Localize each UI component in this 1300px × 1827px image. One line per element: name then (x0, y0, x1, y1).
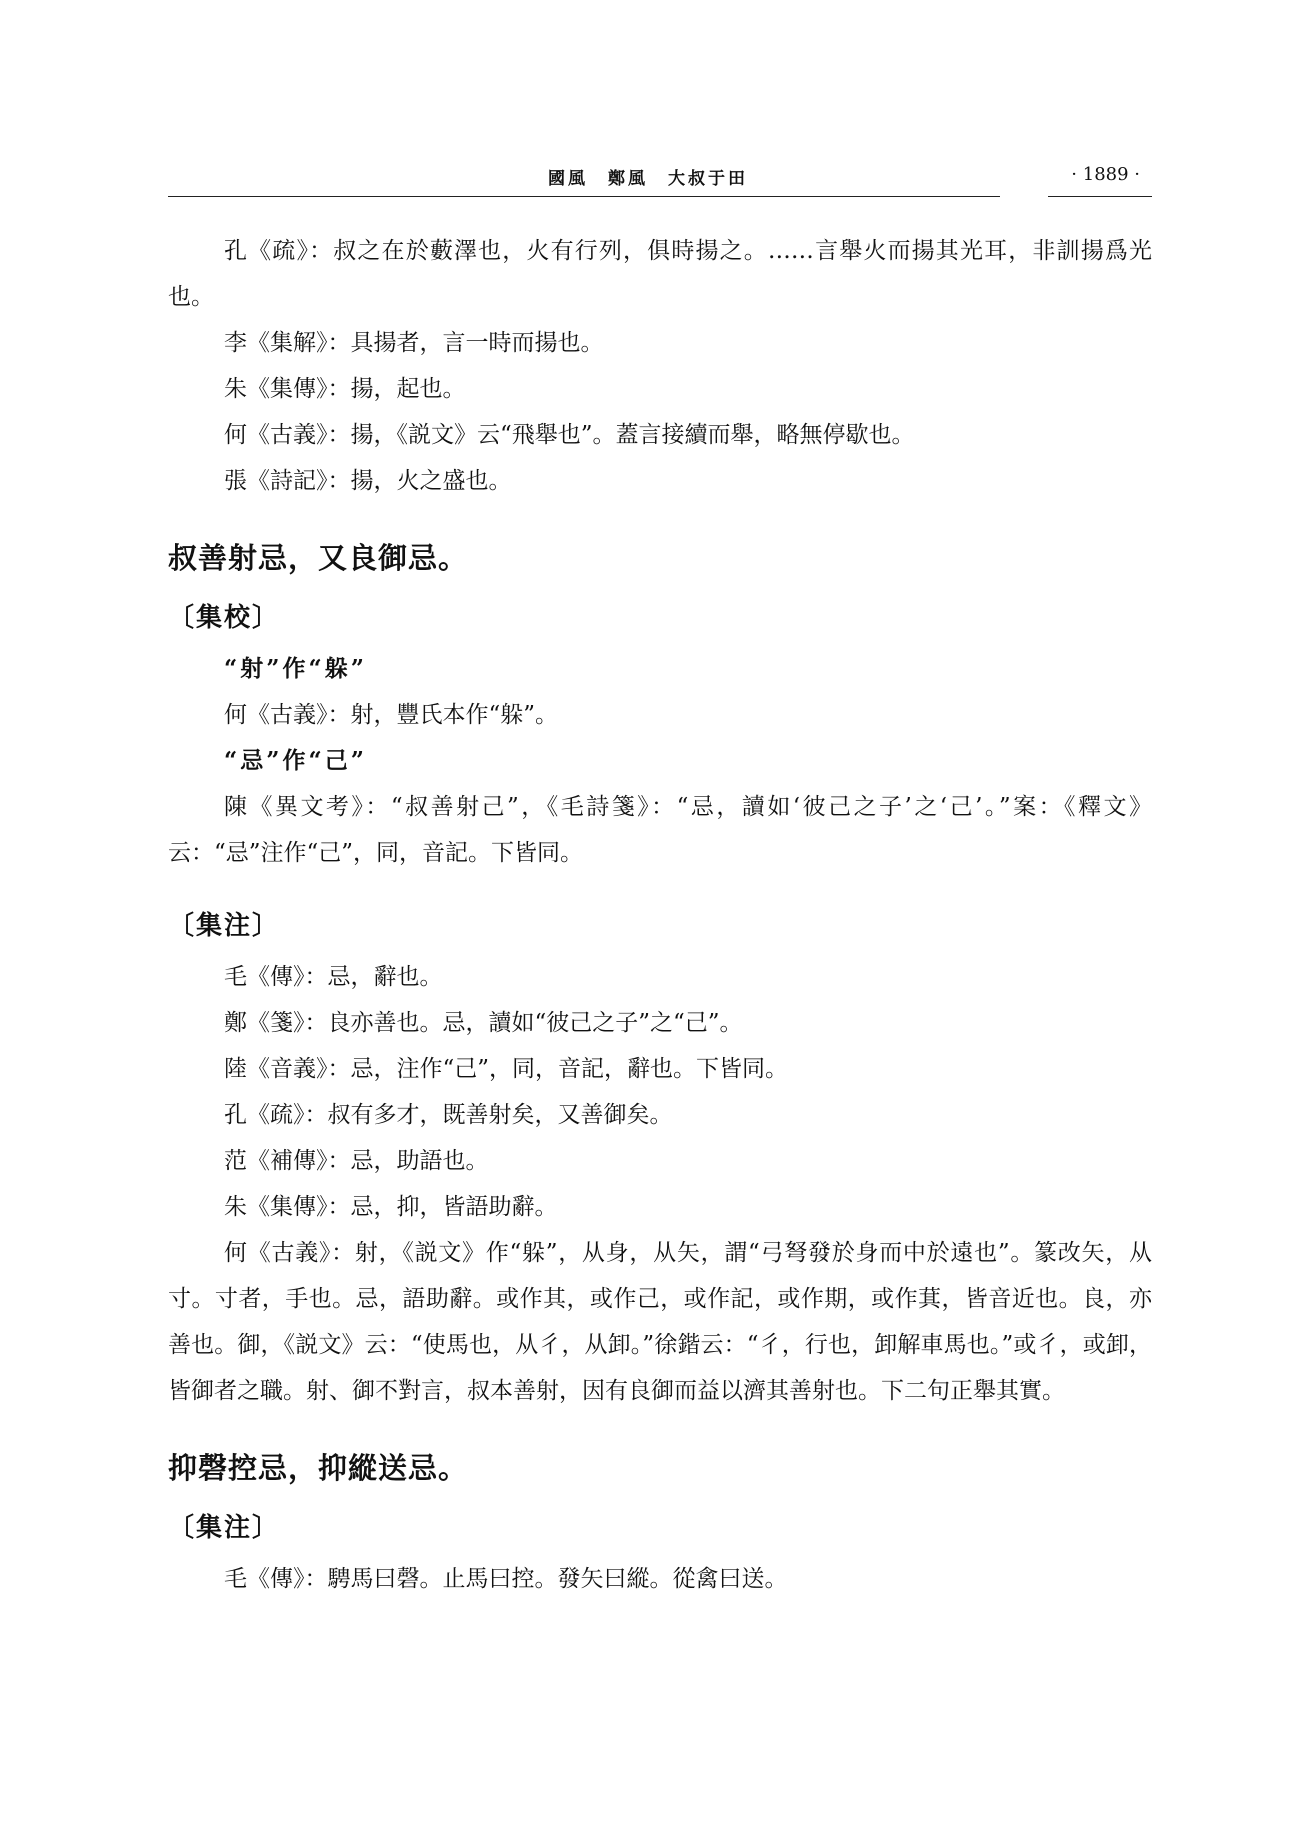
commentary-paragraph: 朱《集傳》：揚，起也。 (224, 376, 466, 402)
running-title: 國風 鄭風 大叔于田 (548, 169, 748, 189)
verse-line: 叔善射忌，又良御忌。 (168, 541, 469, 575)
spacer (168, 1414, 1152, 1436)
section-heading-jizhu: 〔集注〕 (168, 1513, 281, 1543)
commentary-paragraph: 李《集解》：具揚者，言一時而揚也。 (224, 330, 604, 356)
page-header (168, 160, 1152, 200)
commentary-paragraph: 孔《疏》：叔有多才，既善射矣，又善御矣。 (224, 1102, 673, 1128)
spacer (168, 504, 1152, 526)
commentary-paragraph: 朱《集傳》：忌，抑，皆語助辭。 (224, 1194, 558, 1220)
commentary-paragraph: 毛《傳》：騁馬曰磬。止馬曰控。發矢曰縱。從禽曰送。 (224, 1566, 788, 1592)
variant-heading: “忌”作“己” (224, 747, 367, 774)
header-rule-right (1048, 196, 1152, 197)
page-number: · 1889 · (1071, 164, 1140, 185)
commentary-paragraph: 陸《音義》：忌，注作“己”，同，音記，辭也。下皆同。 (224, 1056, 789, 1082)
commentary-paragraph: 張《詩記》：揚，火之盛也。 (224, 468, 512, 494)
verse-line: 抑磬控忌，抑縱送忌。 (168, 1451, 469, 1485)
variant-heading: “射”作“躲” (224, 655, 367, 682)
commentary-paragraph: 陳《異文考》：“叔善射己”，《毛詩箋》：“忌，讀如‘彼己之子’之‘己’。”案：《釋文》云：“忌”注作“己”，同，音記。下皆同。 (168, 794, 1152, 866)
commentary-paragraph: 鄭《箋》：良亦善也。忌，讀如“彼己之子”之“己”。 (224, 1010, 743, 1036)
commentary-paragraph: 何《古義》：射，《説文》作“躲”，从身，从矢，謂“弓弩發於身而中於遠也”。篆改矢，从寸。寸者，手也。忌，語助辭。或作其，或作己，或作記，或作期，或作萁，皆音近也。良，亦善也。御，《説文》云：“使馬也，从彳，从卸。”徐鍇云：“彳，行也，卸解車馬也。”或彳，或卸，皆御者之職。射、御不對言，叔本善射，因有良御而益以濟其善射也。下二句正舉其實。 (168, 1240, 1152, 1404)
header-rule (168, 196, 1000, 197)
section-heading-jizhu: 〔集注〕 (168, 911, 281, 941)
commentary-paragraph: 何《古義》：揚，《説文》云“飛舉也”。蓋言接續而舉，略無停歇也。 (224, 422, 915, 448)
page-body (168, 228, 1152, 1602)
commentary-paragraph: 范《補傳》：忌，助語也。 (224, 1148, 489, 1174)
commentary-paragraph: 何《古義》：射，豐氏本作“躲”。 (224, 702, 559, 728)
commentary-paragraph: 孔《疏》：叔之在於藪澤也，火有行列，俱時揚之。……言舉火而揚其光耳，非訓揚爲光也。 (168, 238, 1152, 310)
commentary-paragraph: 毛《傳》：忌，辭也。 (224, 964, 443, 990)
section-heading-jijiao: 〔集校〕 (168, 603, 281, 633)
spacer (168, 876, 1152, 898)
